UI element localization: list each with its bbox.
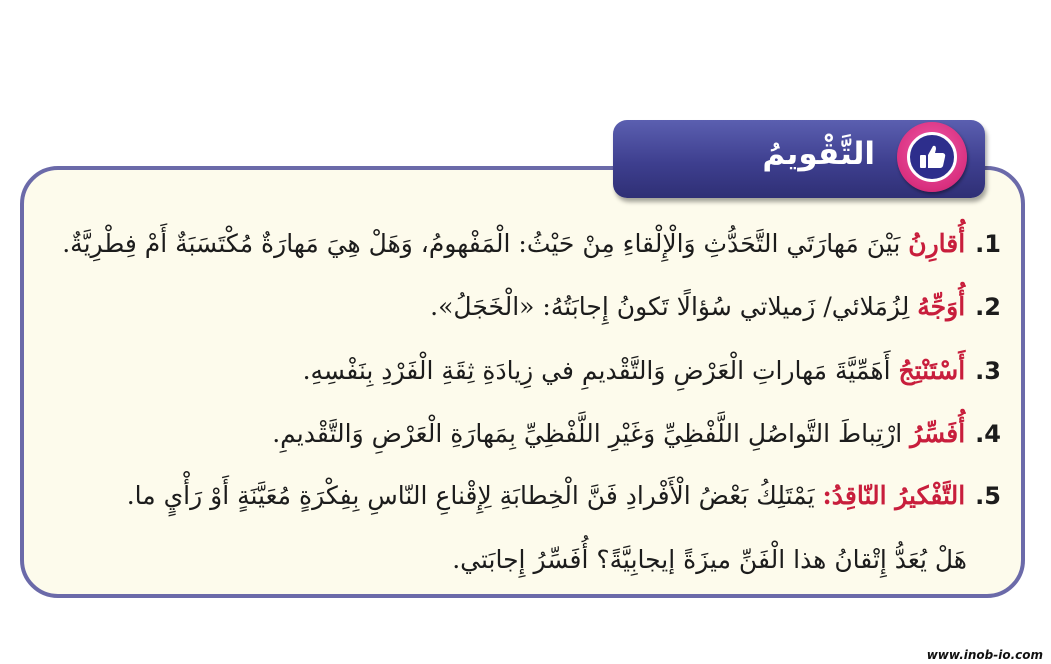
item-text: يَمْتَلِكُ بَعْضُ الْأَفْرادِ فَنَّ الْخِطابَةِ لِإِقْناعِ النّاسِ بِفِكْرَةٍ مُعَيَّنَةٍ أَوْ رَأْيٍ ما. <box>126 481 823 510</box>
item-number: 4. <box>975 420 1001 448</box>
list-item-3 <box>303 351 1001 391</box>
item-verb: أُوَجِّهُ <box>917 292 966 321</box>
badge-inner <box>907 132 957 182</box>
item-text: ارْتِباطَ التَّواصُلِ اللَّفْظِيِّ وَغَيْرِ اللَّفْظِيِّ بِمَهارَةِ الْعَرْضِ وَالتَّقْديمِ. <box>272 419 911 448</box>
item-text: بَيْنَ مَهارَتَي التَّحَدُّثِ وَالْإِلْقاءِ مِنْ حَيْثُ: الْمَفْهومُ، وَهَلْ هِيَ مَهارَةٌ مُكْتَسَبَةٌ أَمْ فِطْرِيَّةٌ. <box>62 229 909 258</box>
list-item-4 <box>272 414 1001 454</box>
item-text: لِزُمَلائي/ زَميلاتي سُؤالًا تَكونُ إِجابَتُهُ: «الْخَجَلُ». <box>430 292 918 321</box>
item-verb: التَّفْكيرُ النّاقِدُ: <box>822 481 966 510</box>
footer-url: www.inob-io.com <box>926 648 1043 662</box>
item-number: 5. <box>975 482 1001 510</box>
item-text: أَهَمِّيَّةَ مَهاراتِ الْعَرْضِ وَالتَّقْديمِ في زِيادَةِ ثِقَةِ الْفَرْدِ بِنَفْسِهِ. <box>302 356 899 385</box>
item-verb: أُفَسِّرُ <box>910 419 966 448</box>
list-item-5-continuation: هَلْ يُعَدُّ إِتْقانُ هذا الْفَنِّ ميزَةً إيجابِيَّةً؟ أُفَسِّرُ إِجابَتي. <box>452 545 967 574</box>
section-badge <box>897 122 967 192</box>
section-title: التَّقْويمُ <box>762 136 875 172</box>
list-item-1 <box>62 224 1001 264</box>
item-number: 1. <box>975 230 1001 258</box>
item-number: 2. <box>975 293 1001 321</box>
item-verb: أُقارِنُ <box>908 229 966 258</box>
thumbs-up-icon <box>918 142 948 172</box>
list-item-2 <box>430 287 1001 327</box>
list-item-5 <box>127 476 1001 516</box>
item-number: 3. <box>975 357 1001 385</box>
item-verb: أَسْتَنْتِجُ <box>898 356 966 385</box>
